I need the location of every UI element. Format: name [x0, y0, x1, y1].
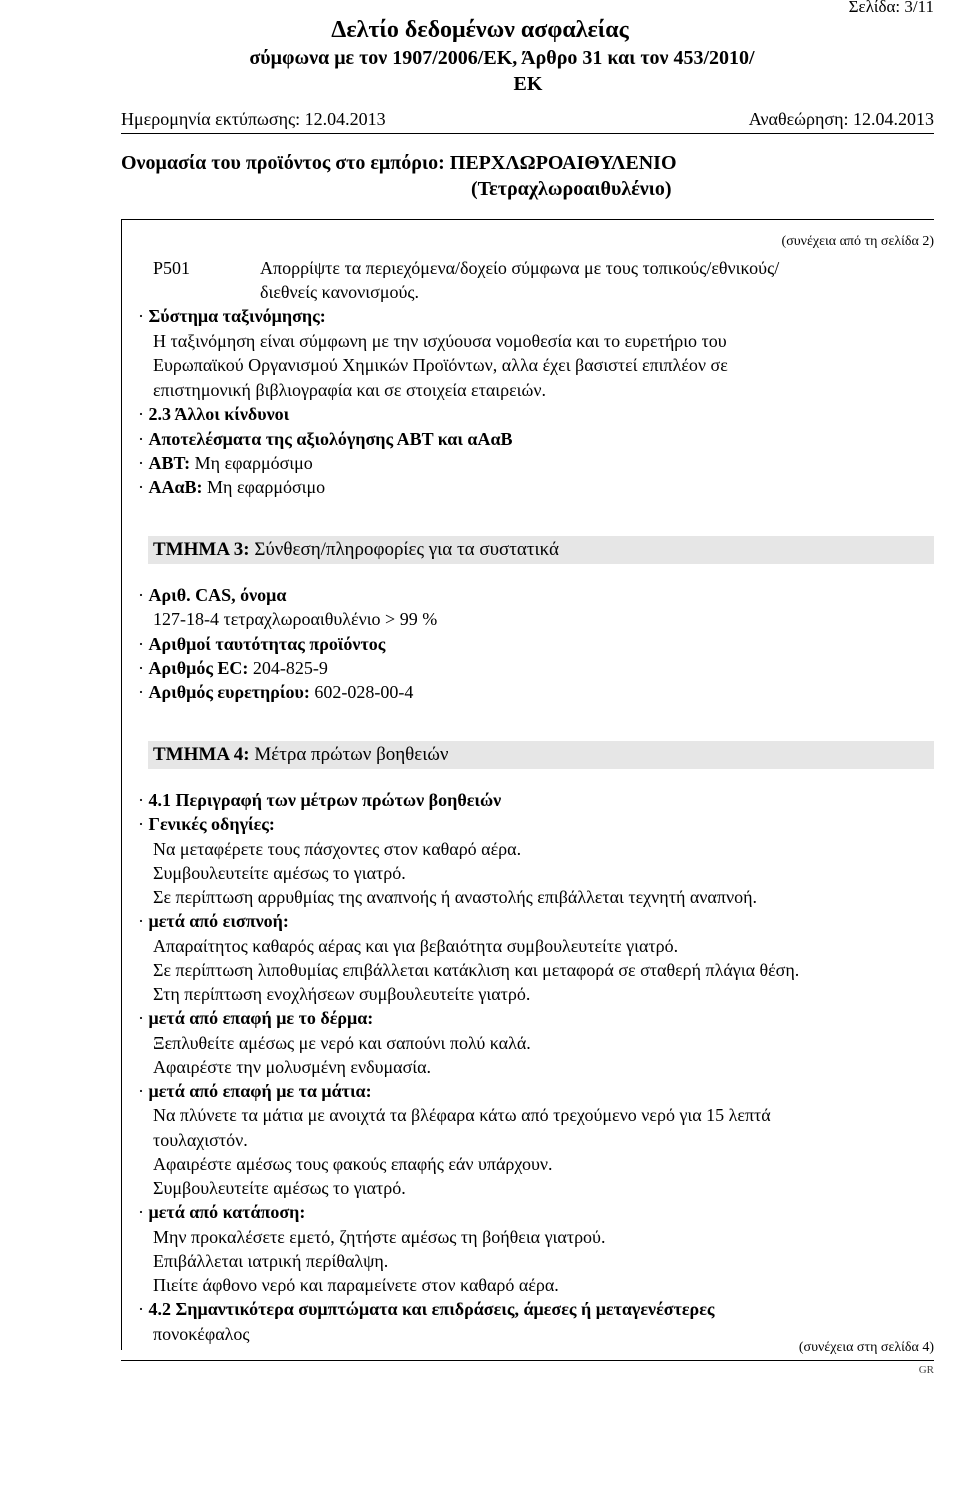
ingestion-label: · μετά από κατάποση: [138, 1202, 306, 1222]
inhalation-instruction: Στη περίπτωση ενοχλήσεων συμβουλευτείτε γιατρό. [153, 984, 531, 1004]
skin-contact-instruction: Ξεπλυθείτε αμέσως με νερό και σαπούνι πολύ καλά. [153, 1033, 531, 1053]
eye-contact-instruction: Συμβουλευτείτε αμέσως το γιατρό. [153, 1178, 406, 1198]
regulation-line-1: σύμφωνα με τον 1907/2006/ΕΚ, Άρθρο 31 και τον 453/2010/ [249, 47, 755, 69]
p501-code: P501 [153, 258, 191, 278]
ingestion-instruction: Πιείτε άφθονο νερό και παραμείνετε στον καθαρό αέρα. [153, 1275, 559, 1295]
pbt-assessment-heading: · Αποτελέσματα της αξιολόγησης ΑΒΤ και αΑαΒ [138, 429, 513, 449]
symptoms-value: πονοκέφαλος [153, 1324, 250, 1344]
header-bottom-rule [121, 219, 934, 220]
skin-contact-label: · μετά από επαφή με το δέρμα: [138, 1008, 374, 1028]
classification-line: επιστημονική βιβλιογραφία και σε στοιχεία εταιρειών. [153, 380, 546, 400]
inhalation-label: · μετά από εισπνοή: [138, 911, 289, 931]
ec-number-row: · Αριθμός EC: 204-825-9 [138, 658, 328, 678]
eye-contact-instruction: Αφαιρέστε αμέσως τους φακούς επαφής εάν υπάρχουν. [153, 1154, 553, 1174]
document-title: Δελτίο δεδομένων ασφαλείας [331, 17, 629, 43]
general-instruction: Να μεταφέρετε τους πάσχοντες στον καθαρό αέρα. [153, 839, 522, 859]
ingestion-instruction: Επιβάλλεται ιατρική περίθαλψη. [153, 1251, 389, 1271]
margin-rule [121, 219, 122, 1350]
revision-date: Αναθεώρηση: 12.04.2013 [748, 109, 934, 129]
classification-line: Ευρωπαϊκού Οργανισμού Χημικών Προϊόντων, αλλα έχει βασιστεί επιπλέον σε [153, 355, 728, 375]
cas-label: · Αριθ. CAS, όνομα [138, 585, 287, 605]
eye-contact-instruction: Να πλύνετε τα μάτια με ανοιχτά τα βλέφαρα κάτω από τρεχούμενο νερό για 15 λεπτά [153, 1105, 771, 1125]
inhalation-instruction: Σε περίπτωση λιποθυμίας επιβάλλεται κατάκλιση και μεταφορά σε σταθερή πλάγια θέση. [153, 960, 800, 980]
product-ids-label: · Αριθμοί ταυτότητας προϊόντος [138, 634, 386, 654]
symptoms-heading: · 4.2 Σημαντικότερα συμπτώματα και επιδράσεις, άμεσες ή μεταγενέστερες [138, 1299, 715, 1319]
footer-rule [121, 1360, 934, 1361]
eye-contact-label: · μετά από επαφή με τα μάτια: [138, 1081, 372, 1101]
classification-line: Η ταξινόμηση είναι σύμφωνη με την ισχύουσα νομοθεσία και το ευρετήριο του [153, 331, 727, 351]
general-instruction: Συμβουλευτείτε αμέσως το γιατρό. [153, 863, 406, 883]
language-code: GR [918, 1364, 934, 1376]
ingestion-instruction: Μην προκαλέσετε εμετό, ζητήστε αμέσως τη βοήθεια γιατρού. [153, 1227, 606, 1247]
skin-contact-instruction: Αφαιρέστε την μολυσμένη ενδυμασία. [153, 1057, 432, 1077]
section-4-header: ΤΜΗΜΑ 4: Μέτρα πρώτων βοηθειών [148, 741, 934, 769]
p501-text-line-2: διεθνείς κανονισμούς. [260, 282, 420, 302]
pbt-row: · ΑΒΤ: Μη εφαρμόσιμο [138, 453, 313, 473]
continued-from: (συνέχεια από τη σελίδα 2) [781, 234, 934, 249]
product-alt-name: (Τετραχλωροαιθυλένιο) [471, 178, 672, 200]
section-3-header: ΤΜΗΜΑ 3: Σύνθεση/πληροφορίες για τα συστατικά [148, 536, 934, 564]
first-aid-description-heading: · 4.1 Περιγραφή των μέτρων πρώτων βοηθειών [138, 790, 502, 810]
general-instruction: Σε περίπτωση αρρυθμίας της αναπνοής ή αναστολής επιβάλλεται τεχνητή αναπνοή. [153, 887, 757, 907]
page-number: Σελίδα: 3/11 [848, 0, 934, 16]
other-hazards-heading: · 2.3 Άλλοι κίνδυνοι [138, 404, 290, 424]
vpvb-row: · ΑΑαΒ: Μη εφαρμόσιμο [138, 477, 326, 497]
index-number-row: · Αριθμός ευρετηρίου: 602-028-00-4 [138, 682, 414, 702]
print-date: Ημερομηνία εκτύπωσης: 12.04.2013 [121, 109, 386, 129]
continued-to: (συνέχεια στη σελίδα 4) [798, 1340, 934, 1355]
regulation-line-2: ΕΚ [513, 73, 543, 95]
cas-value: 127-18-4 τετραχλωροαιθυλένιο > 99 % [153, 609, 438, 629]
eye-contact-instruction: τουλαχιστόν. [153, 1130, 248, 1150]
p501-text-line-1: Απορρίψτε τα περιεχόμενα/δοχείο σύμφωνα με τους τοπικούς/εθνικούς/ [260, 258, 780, 278]
product-name: Ονομασία του προϊόντος στο εμπόριο: ΠΕΡΧΛΩΡΟΑΙΘΥΛΕΝΙΟ [121, 152, 677, 174]
header-rule [121, 133, 934, 134]
general-instructions-label: · Γενικές οδηγίες: [138, 814, 275, 834]
inhalation-instruction: Απαραίτητος καθαρός αέρας και για βεβαιότητα συμβουλευτείτε γιατρό. [153, 936, 679, 956]
classification-label: · Σύστημα ταξινόμησης: [138, 306, 326, 326]
